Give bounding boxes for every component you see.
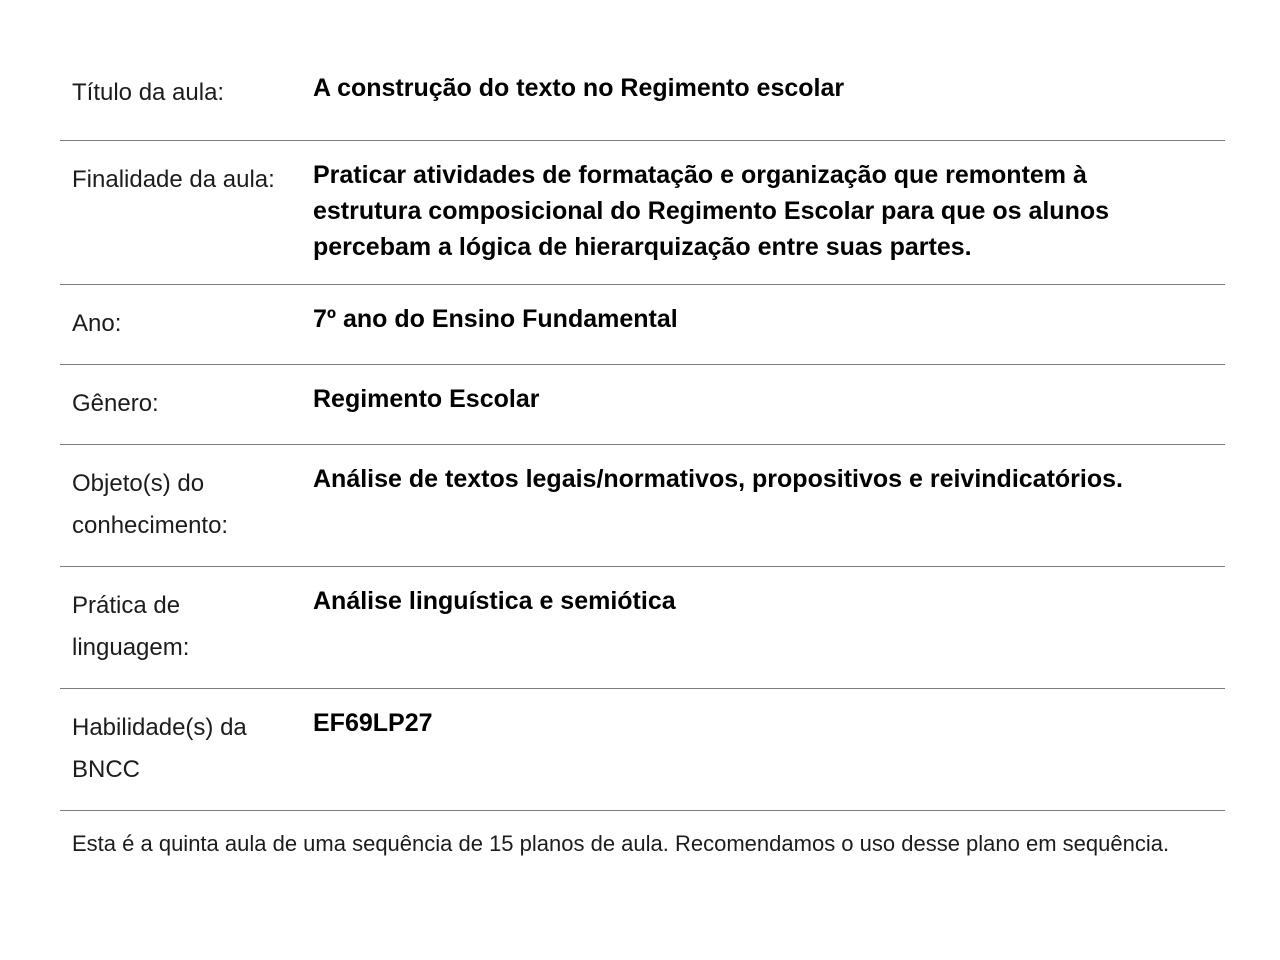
row-label-objeto: Objeto(s) do conhecimento: [72, 470, 229, 539]
row-value-habilidade: EF69LP27 [313, 709, 433, 737]
row-label-ano: Ano: [72, 310, 122, 337]
table-row-titulo [60, 46, 1225, 141]
row-value-genero: Regimento Escolar [313, 385, 540, 413]
row-label-titulo: Título da aula: [72, 79, 225, 106]
row-label-genero: Gênero: [72, 390, 159, 417]
row-value-titulo: A construção do texto no Regimento escolar [313, 74, 845, 102]
row-label-habilidade: Habilidade(s) da BNCC [72, 714, 247, 783]
sequence-note: Esta é a quinta aula de uma sequência de 15 planos de aula. Recomendamos o uso desse plano em sequência. [72, 831, 1170, 856]
row-label-finalidade: Finalidade da aula: [72, 166, 275, 193]
table-row-objeto [60, 445, 1225, 567]
table-row-genero [60, 365, 1225, 445]
table-row-ano [60, 285, 1225, 365]
row-label-pratica: Prática de linguagem: [72, 592, 190, 661]
row-value-objeto: Análise de textos legais/normativos, propositivos e reivindicatórios. [313, 465, 1123, 493]
table-row-habilidade [60, 689, 1225, 811]
row-value-pratica: Análise linguística e semiótica [313, 587, 676, 615]
row-value-finalidade: Praticar atividades de formatação e organização que remontem à estrutura composicional do Regimento Escolar para que os alunos percebam a lógica de hierarquização entre suas partes. [313, 161, 1110, 261]
table-row-pratica [60, 567, 1225, 689]
table-row-finalidade [60, 141, 1225, 285]
row-value-ano: 7º ano do Ensino Fundamental [313, 305, 678, 333]
